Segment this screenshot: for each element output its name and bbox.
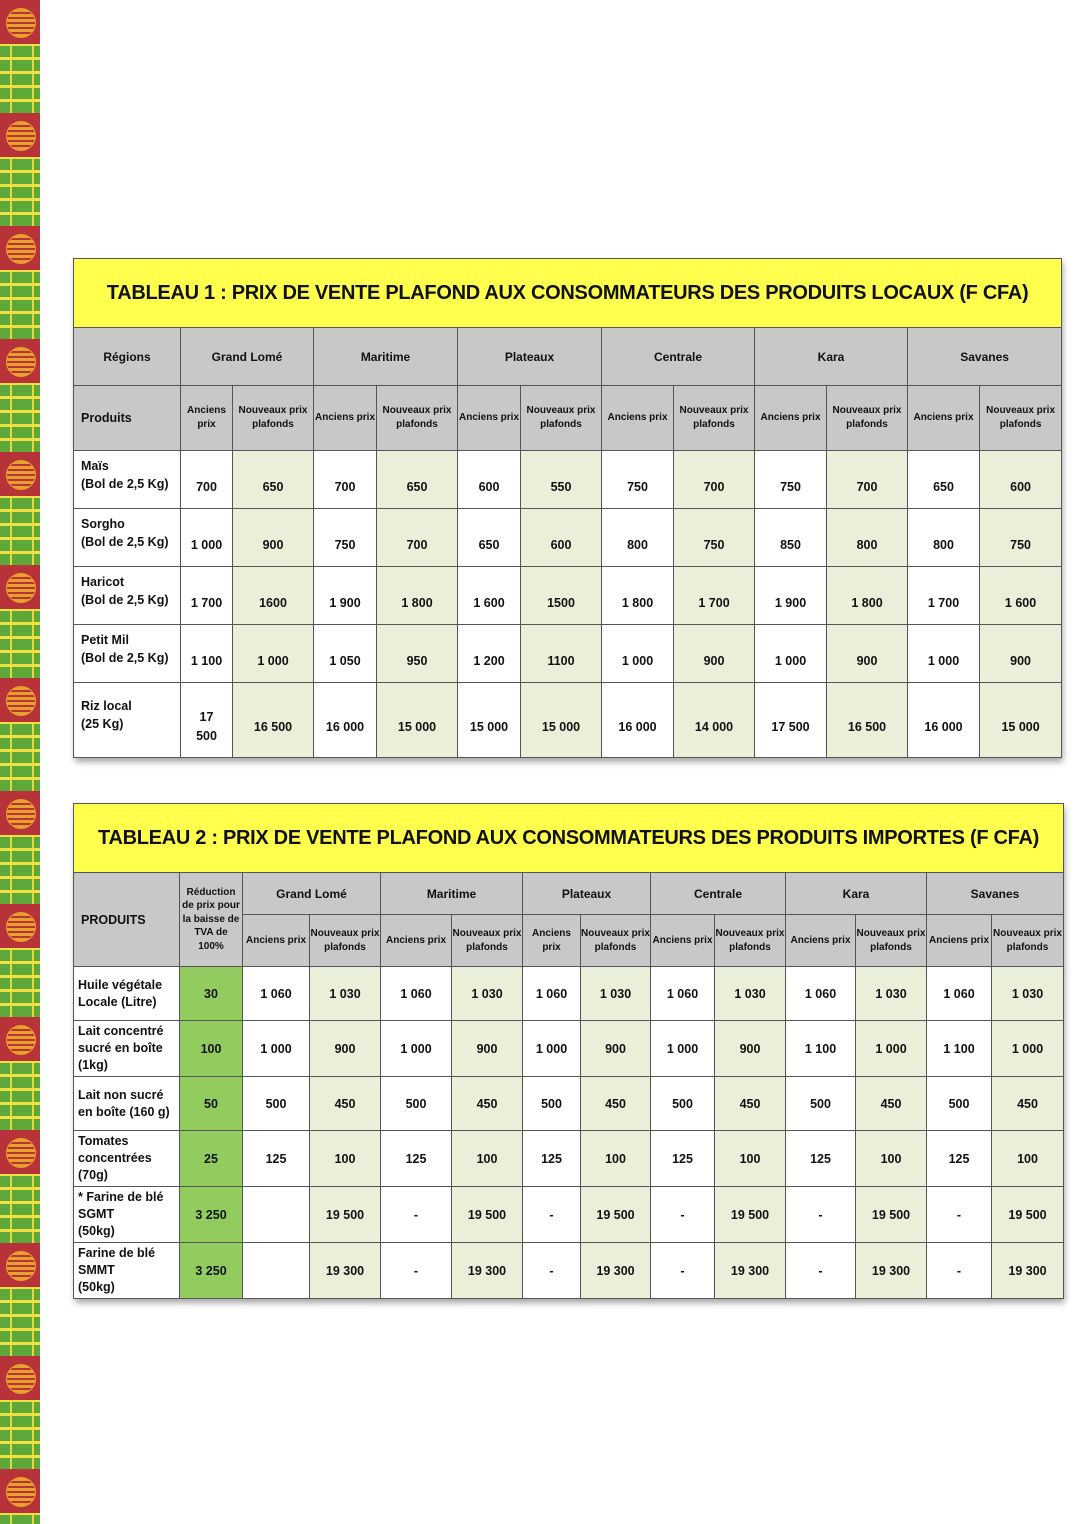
new-price-header: Nouveaux prix plafonds xyxy=(856,915,927,967)
old-price-cell: 17 500 xyxy=(181,683,233,758)
kente-motif-icon xyxy=(6,1251,36,1281)
kente-motif-icon xyxy=(6,1477,36,1507)
region-header: Centrale xyxy=(602,328,755,386)
new-price-cell: 1 600 xyxy=(980,567,1062,625)
old-price-header: Anciens prix xyxy=(651,915,715,967)
old-price-cell: 1 000 xyxy=(755,625,827,683)
reduction-cell: 3 250 xyxy=(180,1243,243,1299)
new-price-cell: 19 300 xyxy=(856,1243,927,1299)
kente-motif-icon xyxy=(6,799,36,829)
old-price-cell: 800 xyxy=(602,509,674,567)
new-price-header: Nouveaux prix plafonds xyxy=(980,386,1062,451)
new-price-cell: 900 xyxy=(581,1021,651,1077)
region-header: Kara xyxy=(755,328,908,386)
old-price-cell: 16 000 xyxy=(314,683,377,758)
product-unit: (25 Kg) xyxy=(81,717,124,731)
table-row xyxy=(74,1021,1064,1077)
product-unit: (Bol de 2,5 Kg) xyxy=(81,651,169,665)
old-price-cell: 500 xyxy=(381,1077,452,1131)
region-header: Centrale xyxy=(651,873,786,915)
product-cell xyxy=(74,683,181,758)
new-price-header: Nouveaux prix plafonds xyxy=(377,386,458,451)
old-price-header: Anciens prix xyxy=(381,915,452,967)
old-price-cell: 1 600 xyxy=(458,567,521,625)
product-name-line: SMMT xyxy=(78,1263,115,1277)
old-price-cell: 1 700 xyxy=(908,567,980,625)
region-header: Maritime xyxy=(314,328,458,386)
old-price-header: Anciens prix xyxy=(523,915,581,967)
products-label: PRODUITS xyxy=(74,873,180,967)
product-cell xyxy=(74,567,181,625)
old-price-cell: - xyxy=(523,1187,581,1243)
new-price-cell: 100 xyxy=(452,1131,523,1187)
old-price-header: Anciens prix xyxy=(908,386,980,451)
new-price-cell: 650 xyxy=(377,451,458,509)
new-price-cell: 100 xyxy=(856,1131,927,1187)
old-price-cell: 15 000 xyxy=(458,683,521,758)
product-name-line: Lait non sucré xyxy=(78,1087,164,1102)
kente-motif-icon xyxy=(6,686,36,716)
product-name: Maïs xyxy=(81,459,109,473)
new-price-cell: 900 xyxy=(310,1021,381,1077)
old-price-cell: 1 000 xyxy=(181,509,233,567)
product-name-line: (50kg) xyxy=(78,1280,115,1294)
old-price-header: Anciens prix xyxy=(458,386,521,451)
old-price-header: Anciens prix xyxy=(314,386,377,451)
new-price-cell: 950 xyxy=(377,625,458,683)
old-price-cell: 1 000 xyxy=(381,1021,452,1077)
reduction-cell: 25 xyxy=(180,1131,243,1187)
new-price-cell: 450 xyxy=(992,1077,1064,1131)
region-header: Savanes xyxy=(927,873,1064,915)
new-price-cell: 450 xyxy=(581,1077,651,1131)
new-price-cell: 550 xyxy=(521,451,602,509)
product-name-line: concentrées xyxy=(78,1151,152,1165)
new-price-cell: 15 000 xyxy=(377,683,458,758)
old-price-cell: 750 xyxy=(314,509,377,567)
old-price-cell: 1 700 xyxy=(181,567,233,625)
old-price-cell: 125 xyxy=(243,1131,310,1187)
product-unit: (Bol de 2,5 Kg) xyxy=(81,593,169,607)
product-cell xyxy=(74,1131,180,1187)
old-price-cell: 1 000 xyxy=(243,1021,310,1077)
table-row xyxy=(74,567,1062,625)
old-price-header: Anciens prix xyxy=(927,915,992,967)
old-price-cell: 700 xyxy=(181,451,233,509)
old-price-cell: - xyxy=(651,1187,715,1243)
kente-motif-icon xyxy=(6,460,36,490)
old-price-cell: 1 060 xyxy=(243,967,310,1021)
new-price-cell: 1500 xyxy=(521,567,602,625)
old-price-cell: 500 xyxy=(243,1077,310,1131)
old-price-header: Anciens prix xyxy=(181,386,233,451)
reduction-cell: 100 xyxy=(180,1021,243,1077)
table-row xyxy=(74,683,1062,758)
new-price-cell: 450 xyxy=(452,1077,523,1131)
region-header: Plateaux xyxy=(458,328,602,386)
product-cell xyxy=(74,451,181,509)
old-price-cell: 500 xyxy=(651,1077,715,1131)
kente-motif-icon xyxy=(6,1025,36,1055)
product-cell xyxy=(74,1187,180,1243)
kente-motif-icon xyxy=(6,234,36,264)
table-local-products xyxy=(73,258,1061,758)
table-row xyxy=(74,1243,1064,1299)
old-price-cell: 800 xyxy=(908,509,980,567)
old-price-cell: 125 xyxy=(786,1131,856,1187)
new-price-cell: 16 500 xyxy=(233,683,314,758)
old-price-cell xyxy=(243,1243,310,1299)
old-price-cell: 1 060 xyxy=(927,967,992,1021)
product-name-line: (50kg) xyxy=(78,1224,115,1238)
new-price-cell: 900 xyxy=(452,1021,523,1077)
new-price-cell: 14 000 xyxy=(674,683,755,758)
product-unit: (Bol de 2,5 Kg) xyxy=(81,535,169,549)
old-price-cell: 700 xyxy=(314,451,377,509)
reduction-header: Réduction de prix pour la baisse de TVA de 100% xyxy=(180,873,243,967)
old-price-cell: 1 060 xyxy=(651,967,715,1021)
new-price-cell: 900 xyxy=(827,625,908,683)
new-price-cell: 15 000 xyxy=(521,683,602,758)
new-price-header: Nouveaux prix plafonds xyxy=(581,915,651,967)
new-price-cell: 19 300 xyxy=(715,1243,786,1299)
new-price-cell: 1 000 xyxy=(233,625,314,683)
product-cell xyxy=(74,1021,180,1077)
reduction-cell: 30 xyxy=(180,967,243,1021)
new-price-cell: 700 xyxy=(377,509,458,567)
reduction-cell: 3 250 xyxy=(180,1187,243,1243)
products-label: Produits xyxy=(74,386,181,451)
product-name-line: (1kg) xyxy=(78,1058,108,1072)
new-price-cell: 19 500 xyxy=(310,1187,381,1243)
new-price-cell: 750 xyxy=(674,509,755,567)
old-price-cell: 500 xyxy=(927,1077,992,1131)
old-price-cell: 125 xyxy=(523,1131,581,1187)
new-price-cell: 1 000 xyxy=(856,1021,927,1077)
table-row xyxy=(74,451,1062,509)
new-price-cell: 1100 xyxy=(521,625,602,683)
old-price-header: Anciens prix xyxy=(755,386,827,451)
new-price-cell: 900 xyxy=(715,1021,786,1077)
new-price-cell: 19 500 xyxy=(856,1187,927,1243)
product-name-line: * Farine de blé xyxy=(78,1190,164,1204)
product-name: Haricot xyxy=(81,575,125,589)
old-price-cell: 1 800 xyxy=(602,567,674,625)
old-price-cell: 650 xyxy=(908,451,980,509)
old-price-cell: 125 xyxy=(381,1131,452,1187)
old-price-cell: - xyxy=(786,1243,856,1299)
product-name: Petit Mil xyxy=(81,633,129,647)
old-price-cell: 1 000 xyxy=(602,625,674,683)
kente-motif-icon xyxy=(6,1138,36,1168)
new-price-cell: 1 030 xyxy=(310,967,381,1021)
new-price-cell: 800 xyxy=(827,509,908,567)
old-price-cell: 1 050 xyxy=(314,625,377,683)
old-price-cell: 500 xyxy=(523,1077,581,1131)
kente-motif-icon xyxy=(6,573,36,603)
new-price-header: Nouveaux prix plafonds xyxy=(992,915,1064,967)
new-price-cell: 450 xyxy=(715,1077,786,1131)
table-row xyxy=(74,1187,1064,1243)
old-price-cell: - xyxy=(786,1187,856,1243)
old-price-cell: 500 xyxy=(786,1077,856,1131)
kente-motif-icon xyxy=(6,912,36,942)
new-price-cell: 1 000 xyxy=(992,1021,1064,1077)
old-price-cell: 125 xyxy=(927,1131,992,1187)
table-row xyxy=(74,967,1064,1021)
region-header: Grand Lomé xyxy=(181,328,314,386)
new-price-cell: 1600 xyxy=(233,567,314,625)
region-header: Maritime xyxy=(381,873,523,915)
old-price-cell: 650 xyxy=(458,509,521,567)
table1-title: TABLEAU 1 : PRIX DE VENTE PLAFOND AUX CONSOMMATEURS DES PRODUITS LOCAUX (F CFA) xyxy=(74,259,1062,328)
product-name-line: Tomates xyxy=(78,1134,129,1148)
table-row xyxy=(74,625,1062,683)
new-price-cell: 450 xyxy=(310,1077,381,1131)
product-unit: (Bol de 2,5 Kg) xyxy=(81,477,169,491)
table-row xyxy=(74,1077,1064,1131)
kente-motif-icon xyxy=(6,347,36,377)
old-price-cell: 16 000 xyxy=(602,683,674,758)
region-header: Plateaux xyxy=(523,873,651,915)
new-price-cell: 19 500 xyxy=(452,1187,523,1243)
old-price-header: Anciens prix xyxy=(602,386,674,451)
old-price-cell: - xyxy=(927,1187,992,1243)
new-price-cell: 100 xyxy=(992,1131,1064,1187)
product-name-line: sucré en boîte xyxy=(78,1041,163,1055)
product-name-line: Locale (Litre) xyxy=(78,994,157,1009)
old-price-cell: 1 060 xyxy=(523,967,581,1021)
new-price-header: Nouveaux prix plafonds xyxy=(674,386,755,451)
old-price-cell: 1 000 xyxy=(651,1021,715,1077)
new-price-header: Nouveaux prix plafonds xyxy=(715,915,786,967)
new-price-header: Nouveaux prix plafonds xyxy=(521,386,602,451)
product-cell xyxy=(74,1077,180,1131)
region-header: Savanes xyxy=(908,328,1062,386)
kente-motif-icon xyxy=(6,8,36,38)
new-price-cell: 600 xyxy=(980,451,1062,509)
old-price-cell xyxy=(243,1187,310,1243)
new-price-cell: 1 030 xyxy=(856,967,927,1021)
old-price-cell: 1 900 xyxy=(314,567,377,625)
old-price-cell: - xyxy=(927,1243,992,1299)
old-price-cell: - xyxy=(381,1243,452,1299)
new-price-cell: 700 xyxy=(674,451,755,509)
old-price-cell: 17 500 xyxy=(755,683,827,758)
new-price-header: Nouveaux prix plafonds xyxy=(827,386,908,451)
old-price-cell: 1 000 xyxy=(908,625,980,683)
old-price-cell: - xyxy=(381,1187,452,1243)
new-price-header: Nouveaux prix plafonds xyxy=(310,915,381,967)
new-price-cell: 1 800 xyxy=(827,567,908,625)
old-price-cell: 16 000 xyxy=(908,683,980,758)
table2-title: TABLEAU 2 : PRIX DE VENTE PLAFOND AUX CONSOMMATEURS DES PRODUITS IMPORTES (F CFA) xyxy=(74,804,1064,873)
old-price-header: Anciens prix xyxy=(786,915,856,967)
new-price-cell: 100 xyxy=(715,1131,786,1187)
new-price-cell: 1 700 xyxy=(674,567,755,625)
reduction-cell: 50 xyxy=(180,1077,243,1131)
region-header: Kara xyxy=(786,873,927,915)
new-price-cell: 19 300 xyxy=(992,1243,1064,1299)
new-price-cell: 1 030 xyxy=(992,967,1064,1021)
kente-border-decoration xyxy=(0,0,40,1524)
table-row xyxy=(74,1131,1064,1187)
old-price-cell: 1 100 xyxy=(181,625,233,683)
new-price-cell: 19 300 xyxy=(310,1243,381,1299)
regions-label: Régions xyxy=(74,328,181,386)
new-price-cell: 1 030 xyxy=(581,967,651,1021)
old-price-cell: - xyxy=(523,1243,581,1299)
product-name: Sorgho xyxy=(81,517,125,531)
new-price-cell: 19 300 xyxy=(452,1243,523,1299)
old-price-cell: 1 060 xyxy=(381,967,452,1021)
old-price-cell: 1 900 xyxy=(755,567,827,625)
kente-motif-icon xyxy=(6,121,36,151)
region-header: Grand Lomé xyxy=(243,873,381,915)
new-price-cell: 750 xyxy=(980,509,1062,567)
old-price-cell: 1 060 xyxy=(786,967,856,1021)
old-price-cell: 850 xyxy=(755,509,827,567)
new-price-cell: 1 800 xyxy=(377,567,458,625)
product-name-line: (70g) xyxy=(78,1168,108,1182)
product-name: Riz local xyxy=(81,699,132,713)
new-price-header: Nouveaux prix plafonds xyxy=(452,915,523,967)
new-price-cell: 900 xyxy=(674,625,755,683)
product-name-line: en boîte (160 g) xyxy=(78,1104,170,1119)
new-price-cell: 1 030 xyxy=(452,967,523,1021)
product-cell xyxy=(74,625,181,683)
product-cell xyxy=(74,509,181,567)
new-price-cell: 100 xyxy=(581,1131,651,1187)
product-name-line: Farine de blé xyxy=(78,1246,156,1260)
new-price-cell: 19 500 xyxy=(581,1187,651,1243)
old-price-cell: 125 xyxy=(651,1131,715,1187)
kente-motif-icon xyxy=(6,1364,36,1394)
new-price-cell: 650 xyxy=(233,451,314,509)
new-price-cell: 600 xyxy=(521,509,602,567)
old-price-cell: 750 xyxy=(755,451,827,509)
new-price-cell: 19 500 xyxy=(992,1187,1064,1243)
old-price-cell: - xyxy=(651,1243,715,1299)
old-price-cell: 1 000 xyxy=(523,1021,581,1077)
product-name-line: SGMT xyxy=(78,1207,115,1221)
product-cell xyxy=(74,967,180,1021)
new-price-cell: 19 500 xyxy=(715,1187,786,1243)
old-price-cell: 750 xyxy=(602,451,674,509)
new-price-cell: 900 xyxy=(233,509,314,567)
new-price-cell: 16 500 xyxy=(827,683,908,758)
new-price-cell: 700 xyxy=(827,451,908,509)
new-price-cell: 19 300 xyxy=(581,1243,651,1299)
new-price-cell: 100 xyxy=(310,1131,381,1187)
new-price-cell: 900 xyxy=(980,625,1062,683)
old-price-cell: 1 100 xyxy=(786,1021,856,1077)
old-price-cell: 1 200 xyxy=(458,625,521,683)
product-name-line: Lait concentré xyxy=(78,1024,164,1038)
old-price-cell: 1 100 xyxy=(927,1021,992,1077)
new-price-cell: 450 xyxy=(856,1077,927,1131)
new-price-cell: 1 030 xyxy=(715,967,786,1021)
old-price-cell: 600 xyxy=(458,451,521,509)
new-price-header: Nouveaux prix plafonds xyxy=(233,386,314,451)
product-cell xyxy=(74,1243,180,1299)
table-row xyxy=(74,509,1062,567)
old-price-header: Anciens prix xyxy=(243,915,310,967)
table-imported-products xyxy=(73,803,1063,1299)
product-name-line: Huile végétale xyxy=(78,977,163,992)
new-price-cell: 15 000 xyxy=(980,683,1062,758)
